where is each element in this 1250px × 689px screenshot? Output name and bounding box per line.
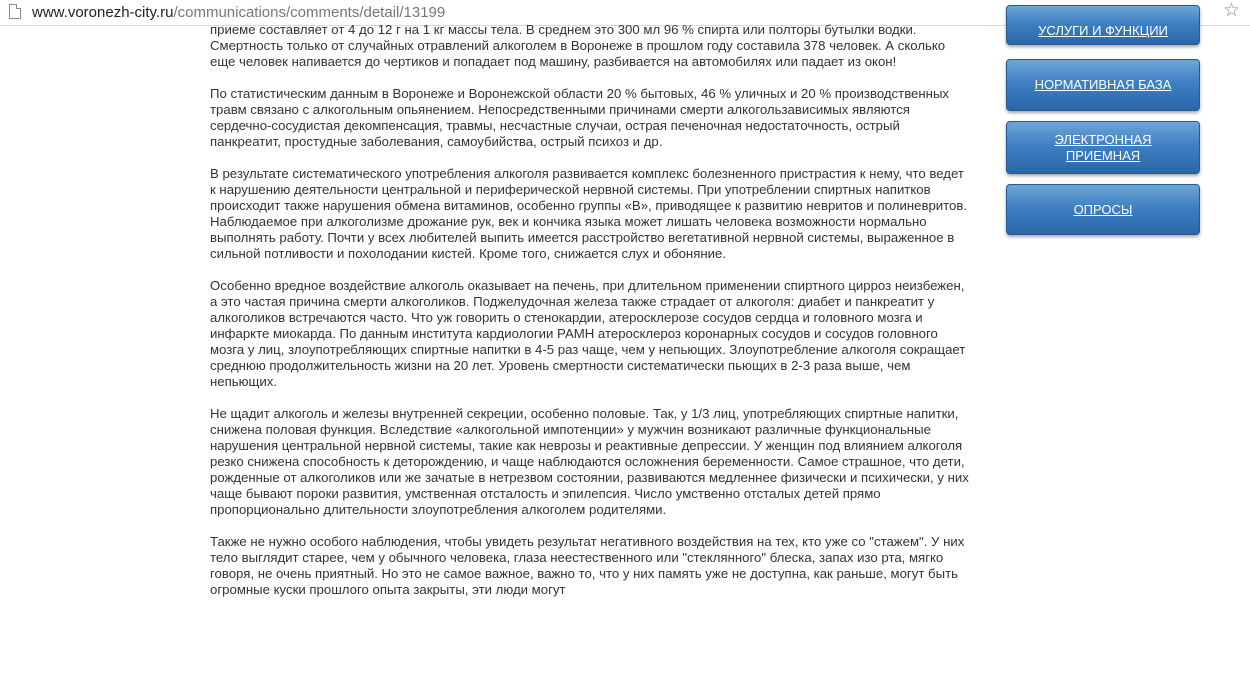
nav-button-services[interactable]: [1006, 5, 1200, 45]
url-text[interactable]: [32, 4, 445, 21]
article-paragraph: По статистическим данным в Воронеже и Воронежской области 20 % бытовых, 46 % уличных и 20 % производственных травм связано с алкогольным опьянением. Непосредственными причинами смерти алкогользависимых являются сердечно-сосудистая декомпенсация, травмы, несчастные случаи, острая печеночная недостаточность, острый панкреатит, простудные заболевания, самоубийства, острый психоз и др.: [210, 86, 950, 149]
nav-button-legal-base[interactable]: [1006, 59, 1200, 111]
nav-button-label: ЭЛЕКТРОННАЯ ПРИЕМНАЯ: [1054, 131, 1152, 163]
url-host: www.voronezh-city.ru: [32, 4, 174, 21]
url-path: /communications/comments/detail/13199: [173, 4, 446, 21]
nav-button-label: УСЛУГИ И ФУНКЦИИ: [1038, 23, 1168, 38]
article-paragraph: Также не нужно особого наблюдения, чтобы увидеть результат негативного воздействия на тех, кто уже со "стажем". У них тело выглядит старее, чем у обычного человека, глаза неестественного или "стеклянного" блеска, запах изо рта, мягко говоря, не очень приятный. Но это не самое важное, важно то, что у них память уже не доступна, как раньше, могут быть огромные куски прошлого опыта закрыты, эти люди могут: [210, 534, 965, 597]
nav-button-label: НОРМАТИВНАЯ БАЗА: [1034, 77, 1172, 92]
nav-button-e-reception[interactable]: [1006, 121, 1200, 174]
article-paragraph: Не щадит алкоголь и железы внутренней секреции, особенно половые. Так, у 1/3 лиц, употребляющих спиртные напитки, снижена половая функция. Вследствие «алкогольной импотенции» у мужчин возникают различные функциональные нарушения центральной нервной системы, такие как неврозы и реактивные депрессии. У женщин под влиянием алкоголя резко снижена способность к деторождению, и чаще наблюдаются осложнения беременности. Самое страшное, что дети, рожденные от алкоголиков или же зачатые в нетрезвом состоянии, развиваются медленнее физически и психически, у них чаще бывают пороки развития, умственная отсталость и эпилепсия. Число умственно отсталых детей прямо пропорционально длительности злоупотребления алкоголем родителями.: [210, 406, 969, 517]
article-paragraph: Особенно вредное воздействие алкоголь оказывает на печень, при длительном применении спиртного цирроз неизбежен, а это частая причина смерти алкоголиков. Поджелудочная железа также страдает от алкоголя: диабет и панкреатит у алкоголиков встречаются часто. Что уж говорить о стенокардии, атеросклерозе сосудов сердца и головного мозга и инфаркте миокарда. По данным института кардиологии РАМН атеросклероз коронарных сосудов и сосудов головного мозга у лиц, злоупотребляющих спиртные напитки в 4-5 раз чаще, чем у непьющих. Злоупотребление алкоголя сокращает среднюю продолжительность жизни на 20 лет. Уровень смертности систематически пьющих в 2-3 раза выше, чем непьющих.: [210, 278, 966, 389]
star-icon[interactable]: ☆: [1222, 0, 1240, 21]
nav-button-polls[interactable]: [1006, 184, 1200, 235]
article-paragraph: приеме составляет от 4 до 12 г на 1 кг массы тела. В среднем это 300 мл 96 % спирта или полторы бутылки водки. Смертность только от случайных отравлений алкоголем в Воронеже в прошлом году составила 378 человек. А сколько еще человек напивается до чертиков и попадает под машину, разбивается на автомобилях или падает из окон!: [210, 22, 946, 69]
page-icon: [9, 4, 21, 19]
article-paragraph: В результате систематического употребления алкоголя развивается комплекс болезненного пристрастия к нему, что ведет к нарушению деятельности центральной и периферической нервной системы. При употреблении спиртных напитков происходит также нарушения обмена витаминов, особенно группы «В», приводящее к развитию невритов и полиневритов. Наблюдаемое при алкоголизме дрожание рук, век и кончика языка может лишать человека возможности нормально выполнять работу. Почти у всех любителей выпить имеется расстройство вегетативной нервной системы, выраженное в сильной потливости и похолодании кистей. Кроме того, снижается слух и обоняние.: [210, 166, 968, 261]
article-body: [210, 22, 970, 614]
nav-button-label: ОПРОСЫ: [1073, 201, 1133, 217]
